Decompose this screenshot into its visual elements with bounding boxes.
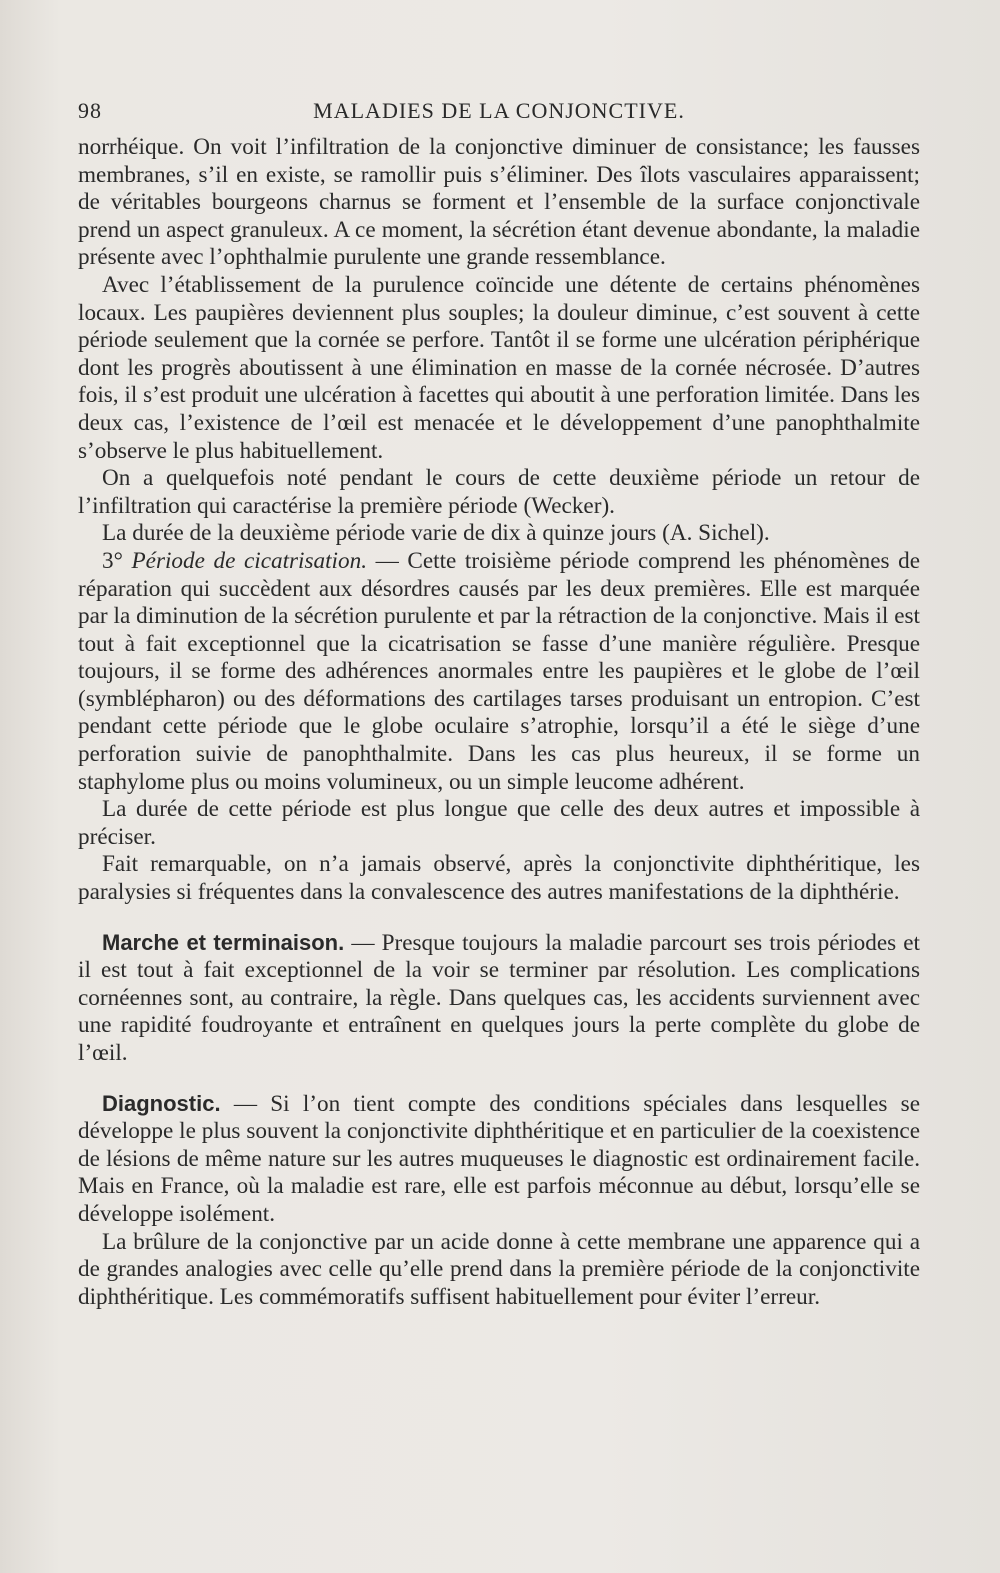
paragraph: norrhéique. On voit l’infiltration de la conjonctive diminuer de consistance; les fausses membranes, s’il en existe, se ramollir puis s’éliminer. Des îlots vasculaires apparaissent; de véritables bourgeons charnus se forment et l’ensemble de la surface conjonctivale prend un aspect granuleux. A ce moment, la sécrétion étant devenue abondante, la maladie présente avec l’ophthalmie purulente une grande ressemblance. bbox=[78, 134, 920, 271]
section-text: — Si l’on tient compte des conditions spéciales dans lesquelles se développe le plus souvent la conjonctivite diphthéritique et en particulier de la coexistence de lésions de même nature sur les autres muqueuses le diagnostic est ordinairement facile. Mais en France, où la maladie est rare, elle est parfois méconnue au début, lorsqu’elle se développe isolément. bbox=[78, 1090, 920, 1227]
section-heading: Marche et terminaison. bbox=[102, 929, 345, 955]
section-marche bbox=[78, 929, 920, 1068]
paragraph: La durée de la deuxième période varie de dix à quinze jours (A. Sichel). bbox=[102, 520, 770, 547]
paragraph: Avec l’établissement de la purulence coïncide une détente de certains phénomènes locaux. Les paupières deviennent plus souples; la douleur diminue, c’est souvent à cette période seulement que la cornée se perfore. Tantôt il se forme une ulcération périphérique dont les progrès aboutissent à une élimination en masse de la cornée nécrosée. D’autres fois, il s’est produit une ulcération à facettes qui aboutit à une perforation limitée. Dans les deux cas, l’existence de l’œil est menacée et le développement d’une panophthalmite s’observe le plus habituellement. bbox=[78, 271, 920, 464]
paragraph: La durée de cette période est plus longue que celle des deux autres et impossible à préciser. bbox=[78, 796, 920, 850]
section-number: 3° bbox=[102, 547, 123, 574]
page-body bbox=[78, 134, 920, 1311]
section-diagnostic bbox=[78, 1090, 920, 1229]
paragraph-cicatrisation bbox=[78, 548, 920, 796]
page-number: 98 bbox=[78, 98, 102, 123]
paragraph: On a quelquefois noté pendant le cours de cette deuxième période un retour de l’infiltration qui caractérise la première période (Wecker). bbox=[78, 465, 920, 519]
section-heading: Diagnostic. bbox=[102, 1090, 221, 1116]
paragraph: Fait remarquable, on n’a jamais observé, après la conjonctivite diphthéritique, les paralysies si fréquentes dans la convalescence des autres manifestations de la diphthérie. bbox=[78, 851, 920, 906]
paragraph: La brûlure de la conjonctive par un acide donne à cette membrane une apparence qui a de grandes analogies avec celle qu’elle prend dans la première période de la conjonctivite diphthéritique. Les commémoratifs suffisent habituellement pour éviter l’erreur. bbox=[78, 1228, 920, 1310]
section-text: — Presque toujours la maladie parcourt ses trois périodes et il est tout à fait exceptionnel de la voir se terminer par résolution. Les complications cornéennes sont, au contraire, la règle. Dans quelques cas, les accidents surviennent avec une rapidité foudroyante et entraînent en quelques jours la perte complète du globe de l’œil. bbox=[78, 929, 920, 1066]
section-title: Période de cicatrisation. bbox=[131, 547, 367, 574]
section-text: — Cette troisième période comprend les phénomènes de réparation qui succèdent aux désordres causés par les deux premières. Elle est marquée par la diminution de la sécrétion purulente et par la rétraction de la conjonctive. Mais il est tout à fait exceptionnel que la cicatrisation se fasse d’une manière régulière. Presque toujours, il se forme des adhérences anormales entre les paupières et le globe de l’œil (symblépharon) ou des déformations des cartilages tarses produisant un entropion. C’est pendant cette période que le globe oculaire s’atrophie, lorsqu’il a été le siège d’une perforation suivie de panophthalmite. Dans les cas plus heureux, il se forme un staphylome plus ou moins volumineux, ou un simple leucome adhérent. bbox=[78, 547, 921, 795]
running-title: MALADIES DE LA CONJONCTIVE. bbox=[313, 98, 685, 123]
